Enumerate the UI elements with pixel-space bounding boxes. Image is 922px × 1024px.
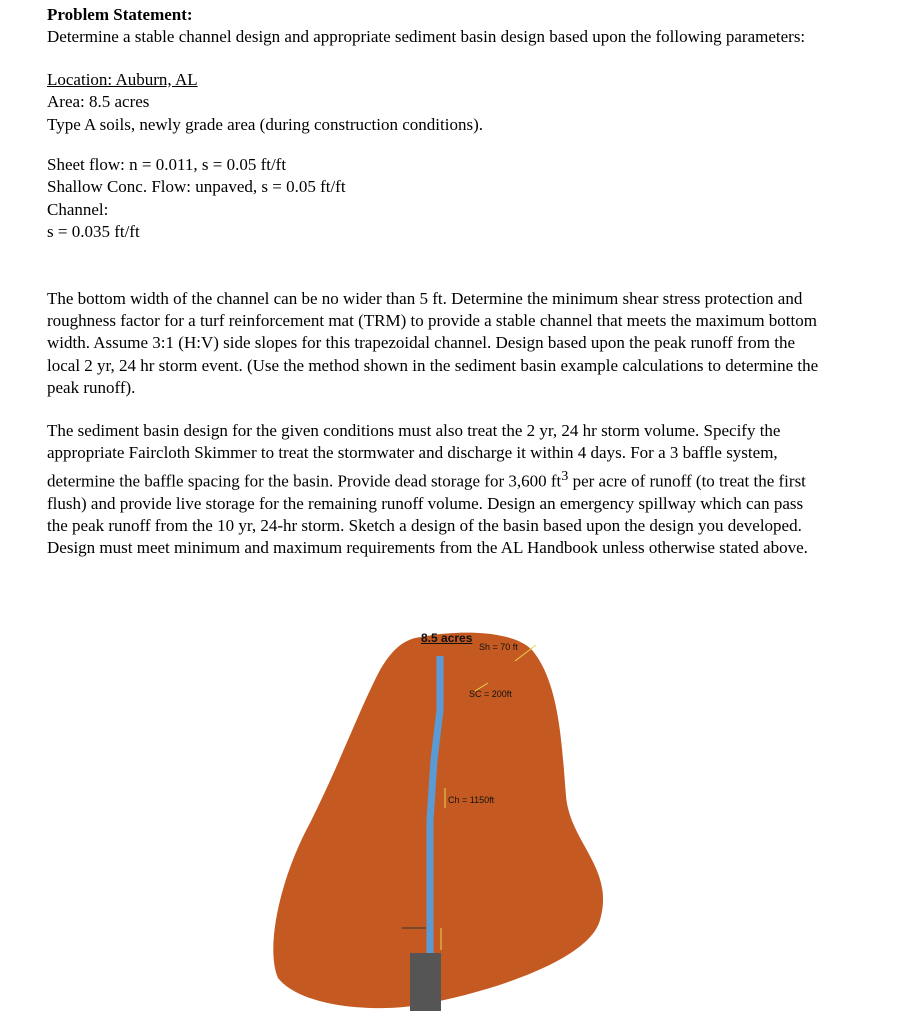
problem-title: Problem Statement: <box>47 5 193 24</box>
area-label: 8.5 acres <box>421 631 473 645</box>
watershed-drawing <box>270 628 610 1018</box>
sediment-basin <box>410 953 441 1011</box>
shallow-flow-label: SC = 200ft <box>469 689 512 699</box>
intro-text: Determine a stable channel design and appropriate sediment basin design based upon the following parameters: <box>47 27 806 47</box>
soils-text: Type A soils, newly grade area (during construction conditions). <box>47 114 483 134</box>
channel-slope-text: s = 0.035 ft/ft <box>47 222 140 242</box>
sheet-flow-label: Sh = 70 ft <box>479 642 518 652</box>
shallow-flow-text: Shallow Conc. Flow: unpaved, s = 0.05 ft/ft <box>47 177 346 197</box>
sheet-flow-text: Sheet flow: n = 0.011, s = 0.05 ft/ft <box>47 155 287 175</box>
channel-flow-label: Ch = 1150ft <box>448 795 495 805</box>
channel-paragraph: The bottom width of the channel can be no wider than 5 ft. Determine the minimum shear stress protection and roughness factor for a turf reinforcement mat (TRM) to provide a stable channel that meets the maximum bottom width. Assume 3:1 (H:V) side slopes for this trapezoidal channel. Design based upon the peak runoff from the local 2 yr, 24 hr storm event. (Use the method shown in the sediment basin example calculations to determine the peak runoff). <box>47 288 819 398</box>
area-text: Area: 8.5 acres <box>47 92 150 112</box>
watershed-sketch <box>270 628 610 1018</box>
problem-document <box>47 4 827 560</box>
channel-label: Channel: <box>47 199 109 219</box>
basin-paragraph: The sediment basin design for the given conditions must also treat the 2 yr, 24 hr storm volume. Specify the appropriate Faircloth Skimmer to treat the stormwater and discharge it within 4 days. For a 3 baffle system, determine the baffle spacing for the basin. Provide dead storage for 3,600 $ft^3$ per acre of runoff (to treat the first flush) and provide live storage for the remaining runoff volume. Design an emergency spillway which can pass the peak runoff from the 10 yr, 24-hr storm. Sketch a design of the basin based upon the design you developed. Design must meet minimum and maximum requirements from the AL Handbook unless otherwise stated above. <box>47 420 808 558</box>
location-text: Location: Auburn, AL <box>47 69 198 89</box>
